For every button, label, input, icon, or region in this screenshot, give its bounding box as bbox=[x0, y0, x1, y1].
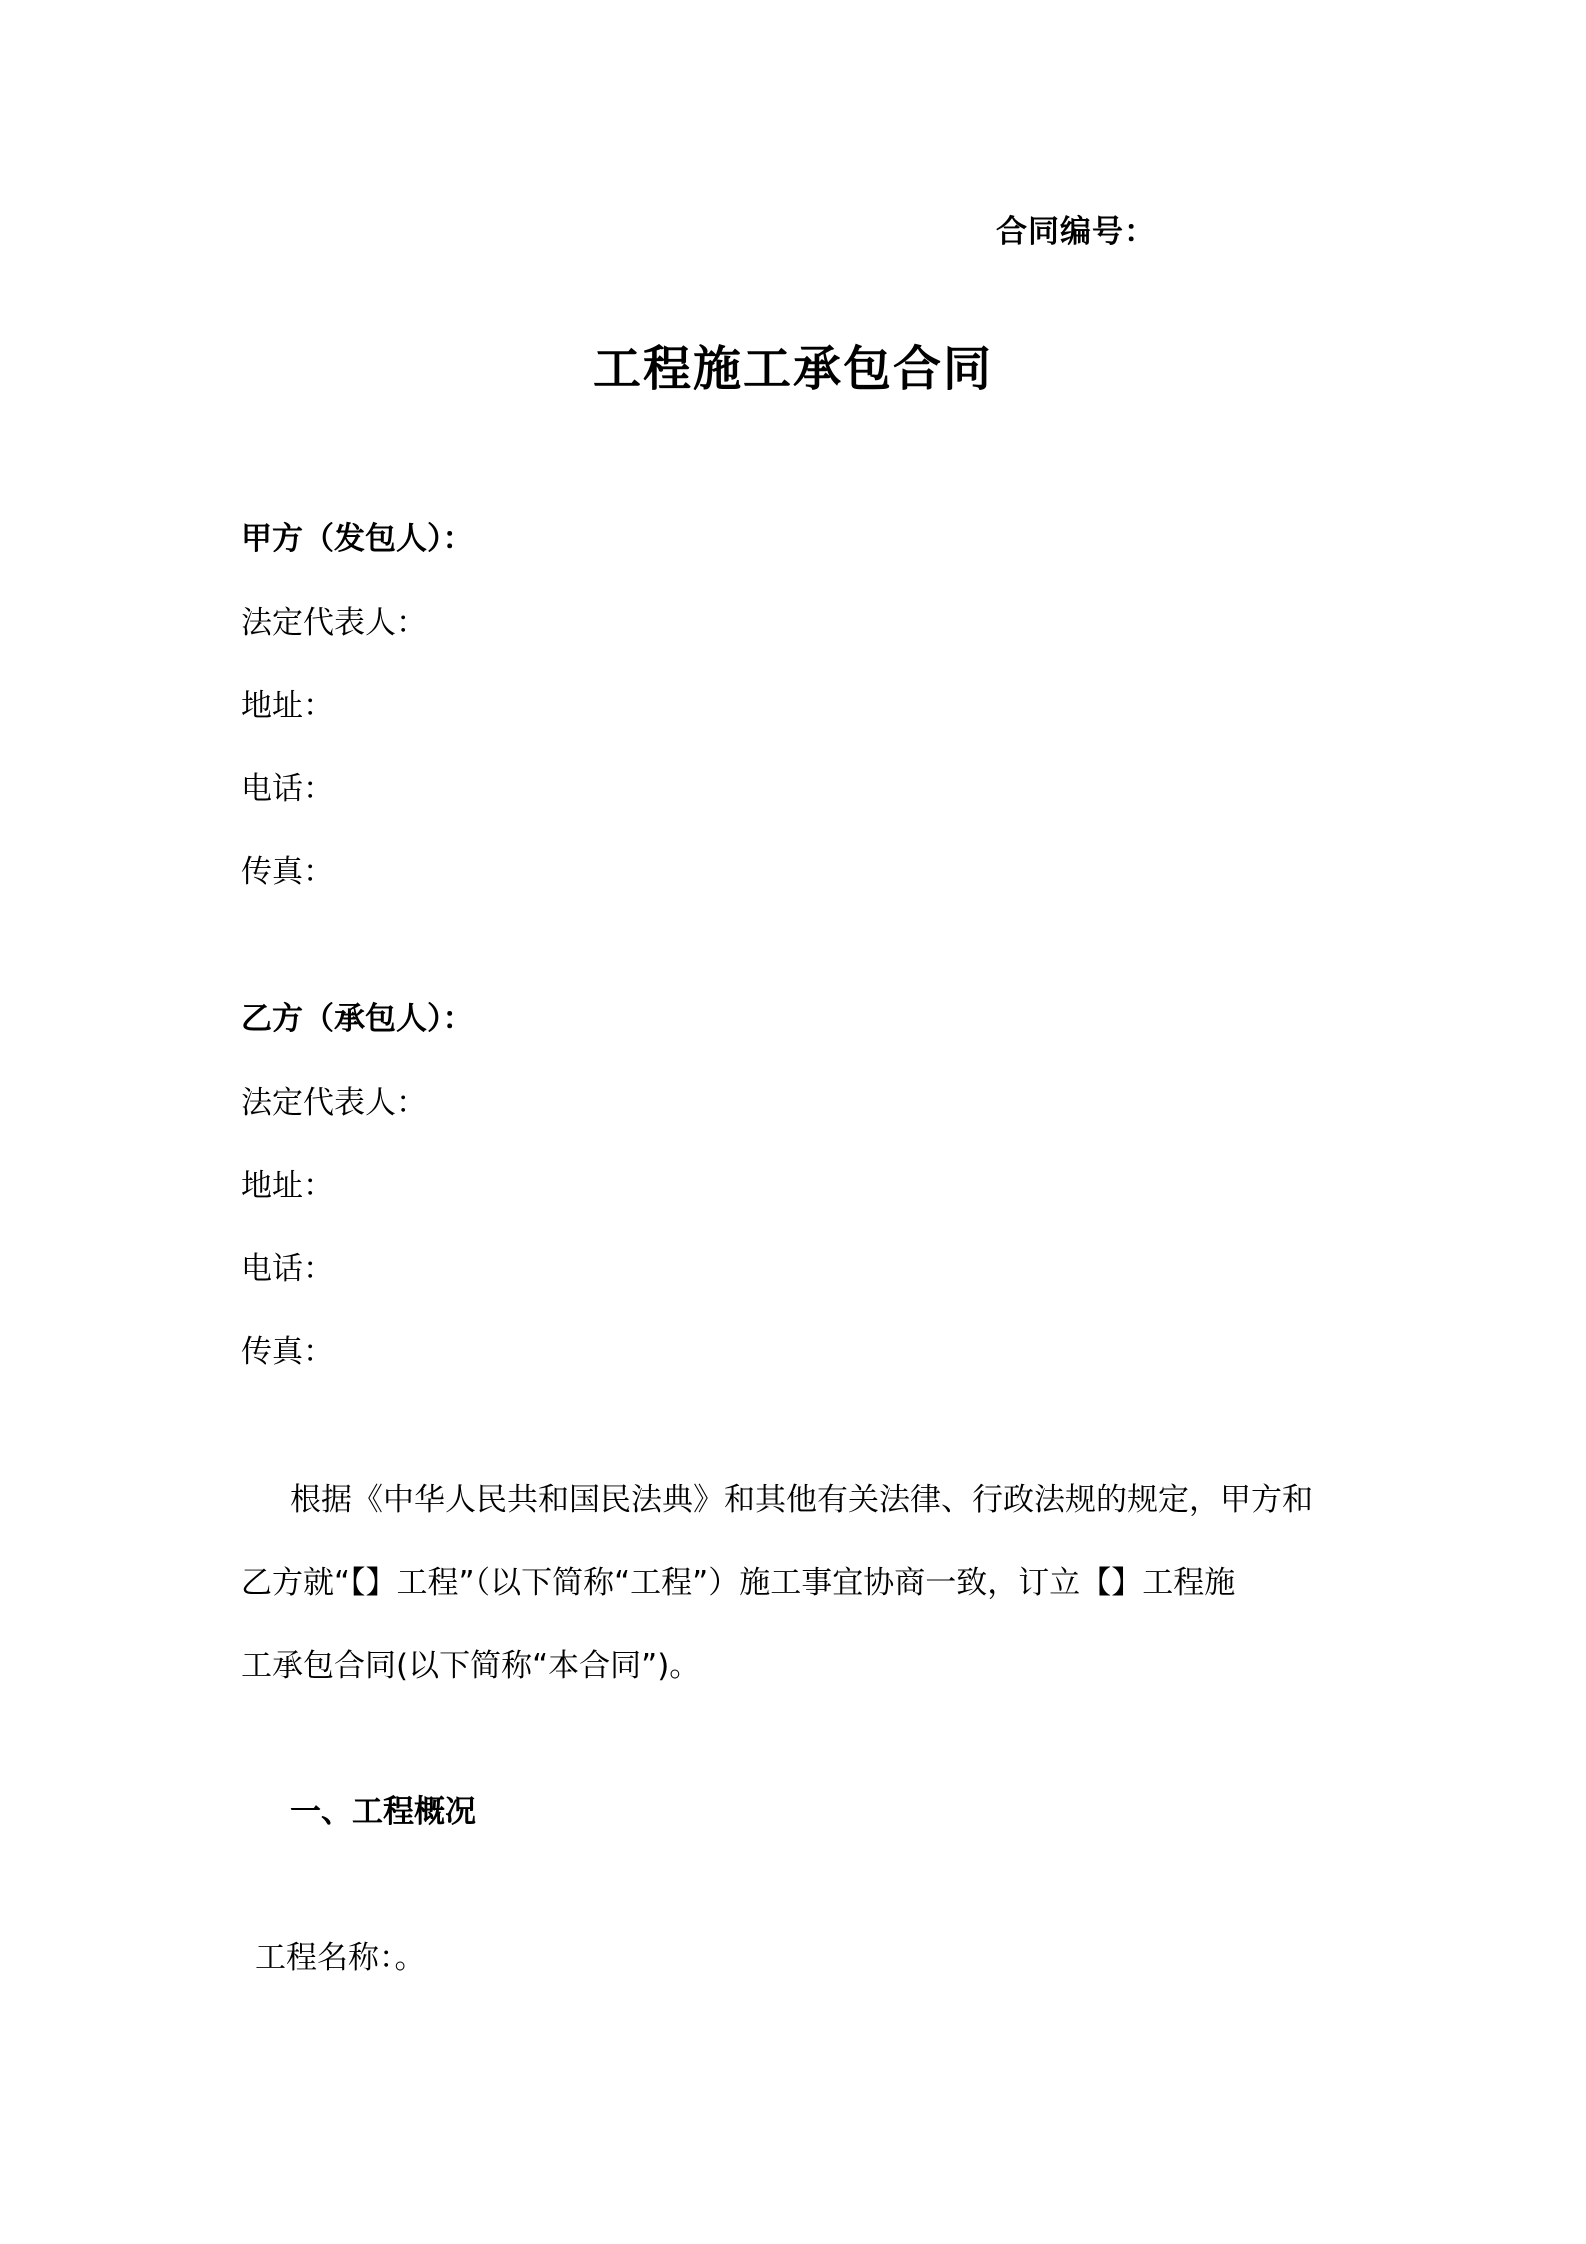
preamble-line-2: 乙方就“【】工程”（以下简称“工程”）施工事宜协商一致，订立【】工程施 bbox=[241, 1565, 1236, 1601]
party-b-address: 地址： bbox=[241, 1168, 334, 1204]
preamble-line-3: 工承包合同(以下简称“本合同”)。 bbox=[241, 1648, 701, 1684]
party-a-phone: 电话： bbox=[241, 771, 334, 807]
project-name-line: 工程名称：。 bbox=[255, 1940, 426, 1976]
party-a-fax: 传真： bbox=[241, 854, 334, 890]
preamble-line-1: 根据《中华人民共和国民法典》和其他有关法律、行政法规的规定，甲方和 bbox=[290, 1482, 1313, 1518]
party-a-heading: 甲方（发包人）： bbox=[241, 521, 474, 557]
section-1-heading: 一、工程概况 bbox=[290, 1794, 476, 1830]
party-a-legal-representative: 法定代表人： bbox=[241, 605, 427, 641]
party-b-heading: 乙方（承包人）： bbox=[241, 1001, 474, 1037]
party-b-fax: 传真： bbox=[241, 1334, 334, 1370]
party-b-legal-representative: 法定代表人： bbox=[241, 1085, 427, 1121]
contract-number-label: 合同编号： bbox=[996, 214, 1156, 250]
party-a-address: 地址： bbox=[241, 688, 334, 724]
party-b-phone: 电话： bbox=[241, 1251, 334, 1287]
document-title: 工程施工承包合同 bbox=[592, 341, 993, 397]
